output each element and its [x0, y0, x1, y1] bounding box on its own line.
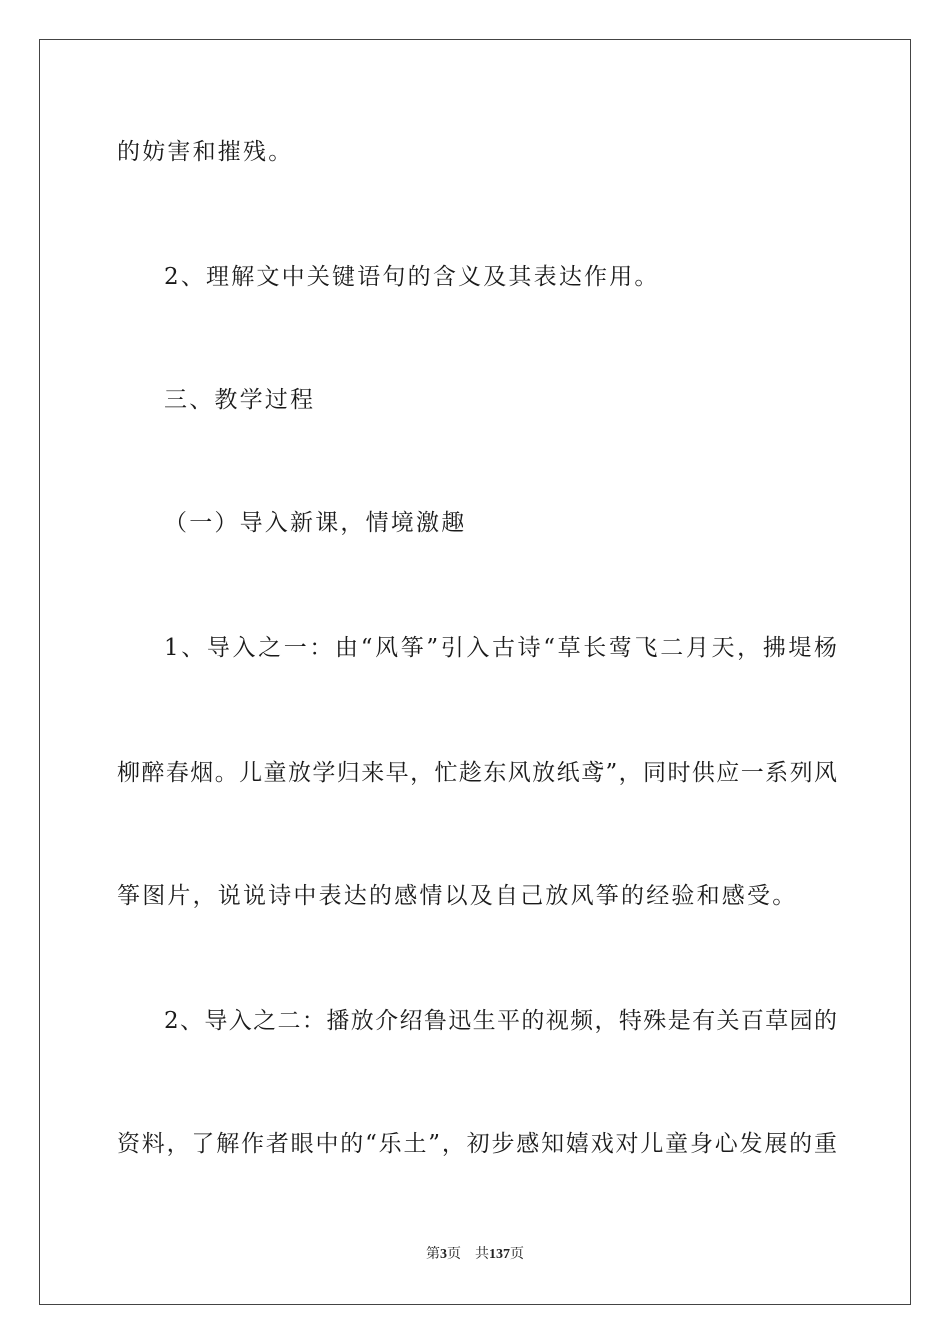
paragraph-line-2: 2、理解文中关键语句的含义及其表达作用。	[164, 264, 660, 290]
total-pages: 137	[489, 1247, 510, 1262]
page-footer	[0, 1246, 950, 1264]
paragraph-line-1: 的妨害和摧残。	[117, 139, 294, 165]
subsection-heading: （一）导入新课，情境激趣	[164, 510, 467, 536]
paragraph-line-9: 资料，了解作者眼中的“乐土”，初步感知嬉戏对儿童身心发展的重	[117, 1131, 837, 1157]
page-number: 3	[440, 1247, 447, 1262]
section-heading: 三、教学过程	[164, 387, 316, 413]
page-suffix: 页	[447, 1247, 461, 1262]
page-prefix: 第	[426, 1247, 440, 1262]
total-suffix: 页	[510, 1247, 524, 1262]
paragraph-line-7: 筝图片，说说诗中表达的感情以及自己放风筝的经验和感受。	[117, 883, 798, 909]
paragraph-line-8: 2、导入之二：播放介绍鲁迅生平的视频，特殊是有关百草园的	[164, 1008, 837, 1034]
paragraph-line-6: 柳醉春烟。儿童放学归来早，忙趁东风放纸鸢”，同时供应一系列风	[117, 760, 837, 786]
total-prefix: 共	[475, 1247, 489, 1262]
page-border	[39, 39, 911, 1305]
paragraph-line-5: 1、导入之一：由“风筝”引入古诗“草长莺飞二月天，拂堤杨	[164, 635, 837, 661]
